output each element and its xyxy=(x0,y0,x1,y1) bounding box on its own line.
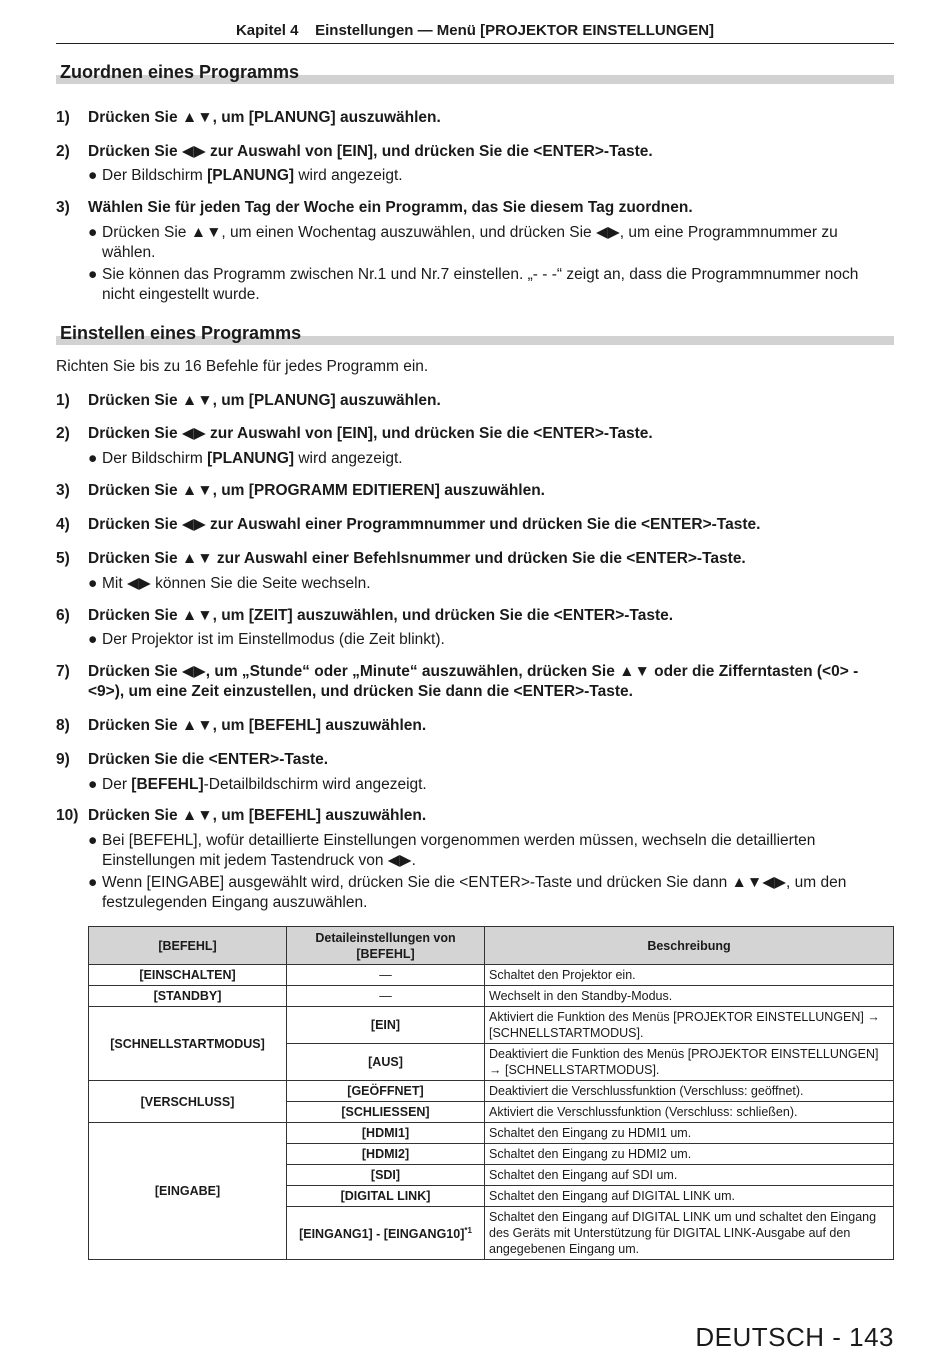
bullet-dot: ● xyxy=(88,167,98,184)
section-title: Einstellen eines Programms xyxy=(60,323,302,343)
section-heading-assign xyxy=(56,58,894,84)
table-row: [EINGABE] [HDMI1] Schaltet den Eingang zu HDMI1 um. xyxy=(89,1123,894,1144)
table-row: [EINGANG1] - [EINGANG10]$^{*1}$ Schaltet den Eingang auf DIGITAL LINK um und schaltet den Eingang des Geräts mit Unterstützung für DIGITAL LINK-Ausgabe auf den angegebenen Eingang um. xyxy=(89,1207,894,1260)
section-title: Zuordnen eines Programms xyxy=(60,62,300,82)
table-row: [SCHNELLSTARTMODUS] [EIN] Aktiviert die Funktion des Menüs [PROJEKTOR EINSTELLUNGEN] → [SCHNELLSTARTMODUS]. xyxy=(89,1007,894,1044)
table-header: Detaileinstellungen von [BEFEHL] xyxy=(287,927,485,965)
bullet-dot: ● xyxy=(88,266,98,283)
page-number: DEUTSCH - 143 xyxy=(695,1322,894,1352)
table-row: [STANDBY] — Wechselt in den Standby-Modus. xyxy=(89,986,894,1007)
table-row: [DIGITAL LINK] Schaltet den Eingang auf DIGITAL LINK um. xyxy=(89,1186,894,1207)
table-row: [AUS] Deaktiviert die Funktion des Menüs [PROJEKTOR EINSTELLUNGEN] → [SCHNELLSTARTMODUS]. xyxy=(89,1044,894,1081)
footnote-marker: *1 xyxy=(464,1226,472,1236)
bullet-dot: ● xyxy=(88,224,98,241)
bullet-dot: ● xyxy=(88,450,98,467)
section-intro: Richten Sie bis zu 16 Befehle für jedes Programm ein. xyxy=(56,358,429,375)
command-table xyxy=(88,926,894,1260)
bullet-dot: ● xyxy=(88,832,98,849)
bullet-dot: ● xyxy=(88,874,98,891)
section-heading-setup xyxy=(56,319,894,345)
table-header-row xyxy=(89,927,894,965)
table-row: [EINSCHALTEN] — Schaltet den Projektor ein. xyxy=(89,965,894,986)
chapter-header: Kapitel 4 Einstellungen — Menü [PROJEKTOR EINSTELLUNGEN] xyxy=(235,22,715,39)
table-row: [VERSCHLUSS] [GEÖFFNET] Deaktiviert die Verschlussfunktion (Verschluss: geöffnet). xyxy=(89,1081,894,1102)
table-row: [SCHLIESSEN] Aktiviert die Verschlussfunktion (Verschluss: schließen). xyxy=(89,1102,894,1123)
table-row: [SDI] Schaltet den Eingang auf SDI um. xyxy=(89,1165,894,1186)
table-row: [HDMI2] Schaltet den Eingang zu HDMI2 um. xyxy=(89,1144,894,1165)
bullet-dot: ● xyxy=(88,575,98,592)
table-header: Beschreibung xyxy=(485,927,894,965)
header-rule xyxy=(56,43,894,44)
table-header: [BEFEHL] xyxy=(89,927,287,965)
bullet-dot: ● xyxy=(88,776,98,793)
bullet-dot: ● xyxy=(88,631,98,648)
